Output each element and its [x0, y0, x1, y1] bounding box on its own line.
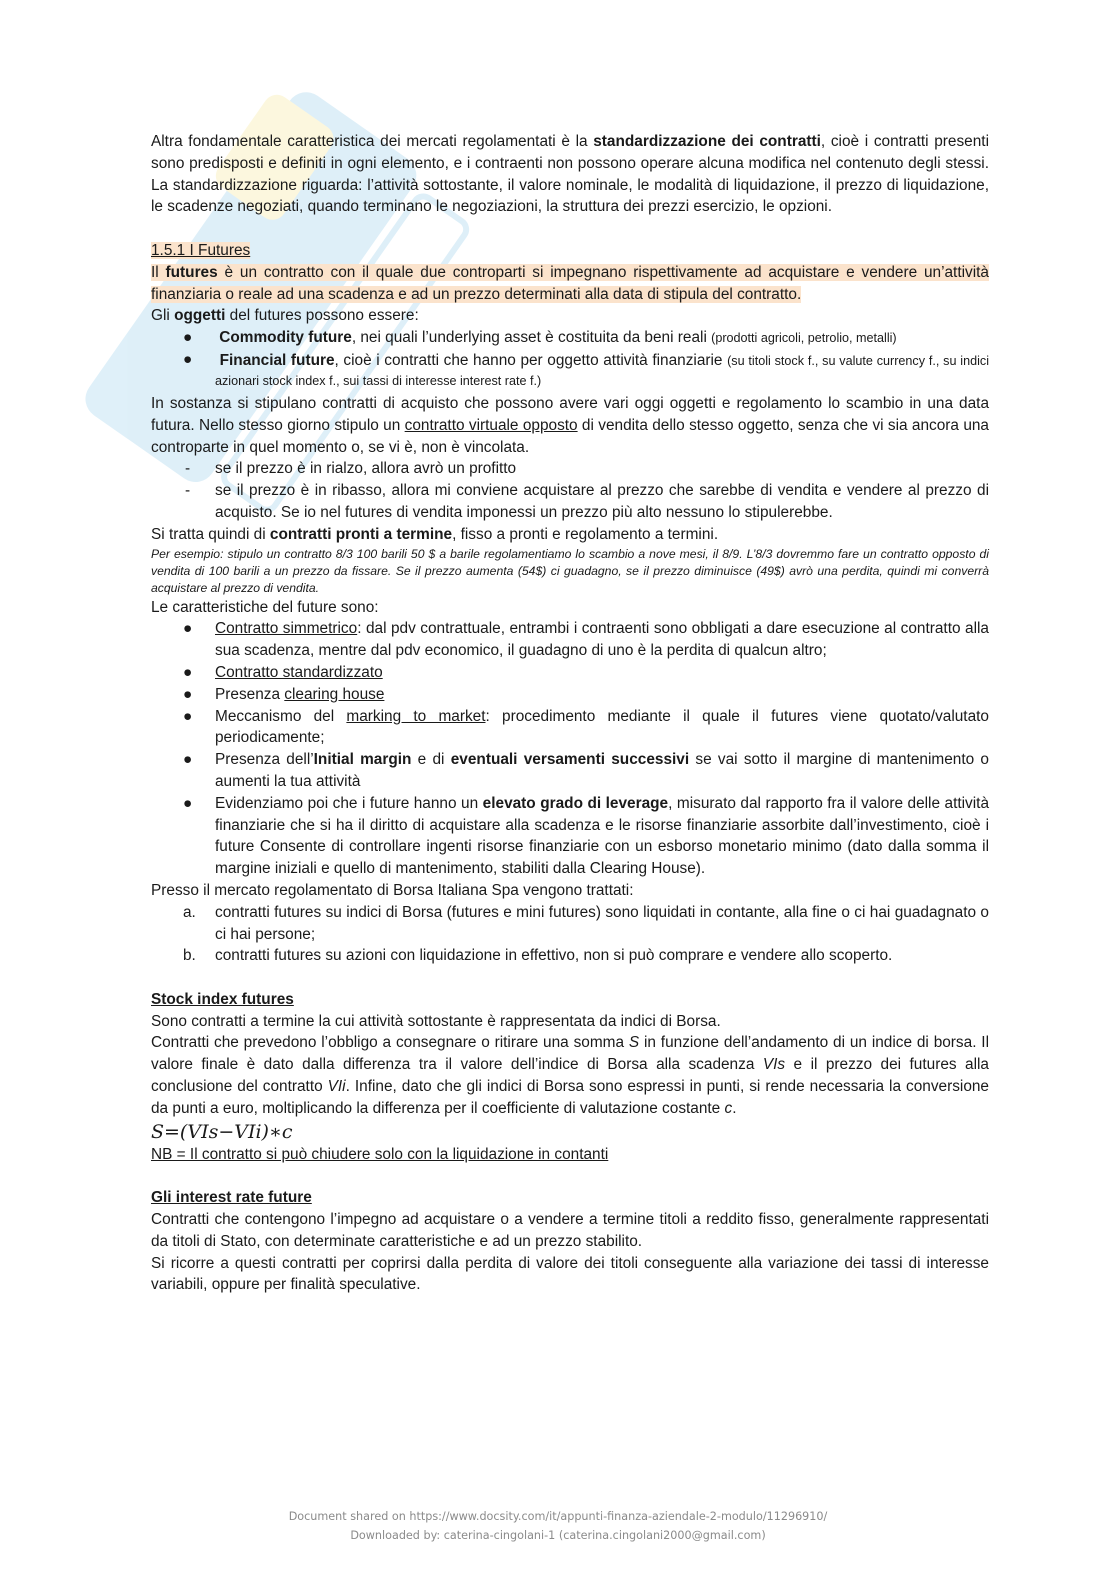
borsa-intro: Presso il mercato regolamentato di Borsa Italiana Spa vengono trattati:	[151, 881, 634, 899]
text-run: se vai sotto il margine di mantenimento o aumenti la tua attività	[215, 751, 989, 790]
text-run: , misurato dal rapporto fra il valore delle attività finanziarie che si ha il diritto di acquistare alla scadenza e le risorse finanziarie assorbite dall’investimento, cioè i future Consente di controllare ingenti risorse finanziarie con un esborso monetario minimo (dato dalla somma il margine iniziali e quello di mantenimento, stabiliti dalla Clearing House).	[215, 794, 990, 878]
text-run: in funzione dell’andamento di un indice di borsa. Il valore finale è dato dalla differenza tra il valore dell’indice di Borsa alla scadenza	[151, 1034, 989, 1074]
text-run: e di	[411, 751, 451, 769]
text-run: .	[732, 1099, 737, 1117]
interest-rate-p2: Si ricorre a questi contratti per coprirsi dalla perdita di valore dei titoli conseguente alla variazione dei tassi di interesse variabili, oppure per finalità speculative.	[151, 1254, 989, 1294]
text-run: , nei quali l’underlying asset è costituita da beni reali	[351, 329, 712, 347]
list-item	[151, 793, 989, 880]
text-run: , cioè i contratti che hanno per oggetto attività finanziarie	[334, 351, 728, 369]
stock-index-p1: Sono contratti a termine la cui attività sottostante è rappresentata da indici di Borsa.	[151, 1012, 721, 1030]
text-run-small: (su titoli stock f., su valute currency f., su indici azionari stock index f., sui tassi di interesse interest rate f.)	[215, 353, 990, 388]
list-item	[151, 684, 989, 706]
example-note: Per esempio: stipulo un contratto 8/3 100 barili 50 $ a barile regolamentiamo lo scambio a nove mesi, il 8/9. L’8/3 dovremmo fare un contratto opposto di vendita di 100 barili a un prezzo da fissare. Se il prezzo aumenta (54$) ci guadagno, se il prezzo diminuisce (49$) avrò una perdita, quindi mi converrà acquistare al prezzo di vendita.	[151, 546, 989, 595]
dash-marker: -	[185, 482, 191, 500]
footer-shared-line: Document shared on https://www.docsity.com/it/appunti-finanza-aziendale-2-modulo/11296910/	[288, 1510, 828, 1523]
formula: S=(VIs−VIi)∗c	[151, 1120, 293, 1143]
footer-downloaded-line: Downloaded by: caterina-cingolani-1 (caterina.cingolani2000@gmail.com)	[350, 1529, 766, 1542]
text-run-italic: VIs	[762, 1056, 786, 1074]
text-run-bold: oggetti	[174, 307, 226, 325]
text-run-bold: Financial future	[219, 351, 335, 369]
text-run-underline: Contratto simmetrico	[215, 620, 358, 638]
bullet-icon: ●	[183, 794, 193, 812]
list-item	[151, 945, 989, 967]
list-item	[151, 706, 989, 750]
text-run-italic: c	[724, 1099, 733, 1117]
bullet-icon: ●	[183, 707, 193, 725]
text-run: Si tratta quindi di	[151, 525, 270, 543]
list-item	[151, 902, 989, 946]
text-run-underline: Contratto standardizzato	[215, 663, 383, 681]
text-run-italic: VIi	[327, 1078, 346, 1096]
bullet-icon: ●	[183, 350, 193, 368]
list-marker: b.	[183, 947, 196, 965]
text-run: Presenza dell’	[215, 751, 314, 769]
bullet-icon: ●	[183, 685, 193, 703]
list-item	[151, 458, 989, 480]
list-item	[151, 480, 989, 524]
heading-text: 1.5.1 I Futures	[151, 241, 251, 259]
text-run: Contratti che prevedono l’obbligo a consegnare o ritirare una somma	[151, 1034, 629, 1052]
list-item	[151, 618, 989, 662]
list-item	[151, 350, 989, 391]
text-run: se il prezzo è in ribasso, allora mi conviene acquistare al prezzo che sarebbe di vendita e vendere al prezzo di acquisto. Se io nel futures di vendita imponessi un prezzo più alto nessuno lo stipulerebbe.	[215, 482, 989, 521]
bullet-icon: ●	[183, 751, 193, 769]
text-run: : procedimento mediante il quale il futures viene quotato/valutato periodicamente;	[215, 707, 989, 747]
text-run: di vendita dello stesso oggetto, senza che vi sia ancora una controparte in quel momento o, se vi è, non è vincolata.	[151, 416, 989, 456]
text-run: Gli	[151, 307, 175, 325]
intro-paragraph	[151, 131, 989, 218]
text-run: se il prezzo è in rialzo, allora avrò un profitto	[215, 460, 517, 478]
text-run: Evidenziamo poi che i future hanno un	[215, 794, 483, 812]
bullet-icon: ●	[183, 620, 193, 638]
text-run-bold: Initial margin	[313, 751, 412, 769]
text-run: contratti futures su indici di Borsa (futures e mini futures) sono liquidati in contante, alla fine o ci hai guadagnato o ci hai persone;	[215, 903, 989, 943]
text-run: Meccanismo del	[215, 707, 347, 725]
dash-marker: -	[185, 460, 191, 478]
text-run: è un contratto con il quale due controparti si impegnano rispettivamente ad acquistare e vendere un’attività finanziaria o reale ad una scadenza e ad un prezzo determinati alla data di stipula del contratto.	[151, 263, 989, 303]
text-run-bold: elevato grado di leverage	[482, 794, 669, 812]
text-run: e il prezzo dei futures alla conclusione del contratto	[151, 1056, 989, 1096]
futures-definition	[151, 262, 989, 306]
heading-text: Gli interest rate future	[151, 1189, 312, 1207]
characteristics-intro: Le caratteristiche del future sono:	[151, 598, 379, 616]
heading-text: Stock index futures	[151, 990, 294, 1008]
text-run: : dal pdv contrattuale, entrambi i contraenti sono obbligati a dare esecuzione al contratto alla sua scadenza, mentre dal pdv economico, il guadagno di uno è la perdita di qualcun altro;	[215, 620, 989, 660]
list-item	[151, 662, 989, 684]
interest-rate-p1: Contratti che contengono l’impegno ad acquistare o a vendere a termine titoli a reddito fisso, generalmente rappresentati da titoli di Stato, con determinate caratteristiche e ad un prezzo stabilito.	[151, 1211, 989, 1250]
substance-paragraph	[151, 393, 989, 458]
text-run-underline: clearing house	[284, 685, 385, 703]
section-heading-stock-index	[151, 989, 989, 1011]
text-run-bold: standardizzazione dei contratti	[593, 133, 821, 150]
text-run: Altra fondamentale caratteristica dei mercati regolamentati è la	[151, 133, 594, 150]
text-run-underline: marking to market	[346, 707, 486, 725]
pronti-paragraph	[151, 524, 989, 546]
section-heading-interest-rate	[151, 1187, 989, 1209]
section-heading-futures	[151, 240, 989, 262]
text-run-underline: NB = Il contratto si può chiudere solo con la liquidazione in contanti	[151, 1145, 609, 1163]
text-run-bold: Commodity future	[219, 329, 352, 347]
text-run: Presenza	[215, 685, 285, 703]
document-body	[151, 131, 989, 1296]
nb-note	[151, 1144, 989, 1166]
text-run: del futures possono essere:	[225, 307, 419, 325]
text-run: . Infine, dato che gli indici di Borsa sono espressi in punti, si rende necessaria la conversione da punti a euro, moltiplicando la differenza per il coefficiente di valutazione costante	[151, 1078, 989, 1117]
list-marker: a.	[183, 903, 196, 921]
stock-index-p2	[151, 1032, 989, 1119]
text-run: In sostanza si stipulano contratti di acquisto che possono avere vari oggi oggetti e regolamento lo scambio in una data futura. Nello stesso giorno stipulo un	[151, 394, 989, 434]
text-run: , fisso a pronti e regolamento a termini.	[452, 525, 719, 543]
text-run-bold: eventuali versamenti successivi	[450, 751, 690, 769]
text-run: Il	[151, 263, 166, 281]
text-run: contratti futures su azioni con liquidazione in effettivo, non si può comprare e vendere allo scoperto.	[215, 947, 893, 965]
bullet-icon: ●	[183, 329, 193, 347]
text-run-underline: contratto virtuale opposto	[404, 416, 578, 434]
text-run-bold: futures	[165, 263, 218, 281]
list-item	[151, 749, 989, 793]
text-run-italic: S	[628, 1034, 640, 1052]
text-run-bold: contratti pronti a termine	[269, 525, 453, 543]
list-item	[151, 327, 989, 350]
futures-objects-intro	[151, 305, 989, 327]
bullet-icon: ●	[183, 663, 193, 681]
text-run: , cioè i contratti presenti sono predisposti e definiti in ogni elemento, e i contraenti non possono operare alcuna modifica nel contenuto degli stessi. La standardizzazione riguarda: l’attività sottostante, il valore nominale, le modalità di liquidazione, il prezzo di liquidazione, le scadenze negoziati, quando terminano le negoziazioni, la struttura dei prezzi esercizio, le opzioni.	[151, 133, 989, 216]
text-run-small: (prodotti agricoli, petrolio, metalli)	[711, 331, 897, 346]
